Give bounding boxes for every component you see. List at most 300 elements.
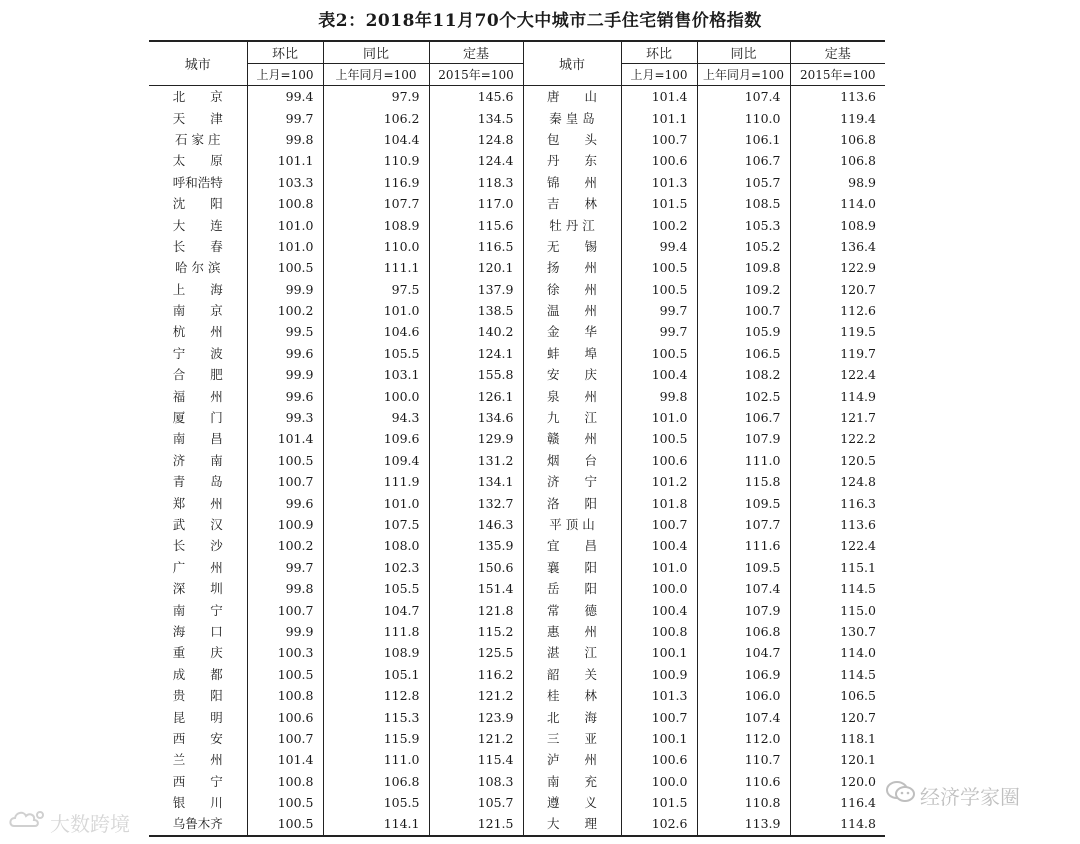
mom-cell: 101.4	[247, 428, 323, 449]
col-fixed-base-2: 2015年=100	[790, 64, 885, 86]
city-cell: 西 宁	[172, 773, 223, 789]
city-cell: 常 德	[523, 599, 621, 620]
table-title: 表2：2018年11月70个大中城市二手住宅销售价格指数	[318, 11, 762, 31]
fixed-cell: 115.1	[790, 557, 885, 578]
fixed-cell: 122.9	[790, 257, 885, 278]
fixed-cell: 114.9	[790, 385, 885, 406]
yoy-cell: 115.8	[697, 471, 790, 492]
yoy-cell: 105.5	[323, 343, 429, 364]
fixed-cell: 146.3	[429, 514, 523, 535]
fixed-cell: 124.8	[429, 129, 523, 150]
city-cell: 桂 林	[523, 685, 621, 706]
fixed-cell: 121.5	[429, 813, 523, 835]
city-cell: 徐 州	[523, 279, 621, 300]
fixed-cell: 118.1	[790, 728, 885, 749]
table-row	[149, 578, 885, 599]
yoy-cell: 106.9	[697, 664, 790, 685]
table-row	[149, 364, 885, 385]
watermark-left	[8, 808, 130, 837]
yoy-cell: 97.5	[323, 279, 429, 300]
fixed-cell: 124.1	[429, 343, 523, 364]
fixed-cell: 115.0	[790, 599, 885, 620]
yoy-cell: 102.3	[323, 557, 429, 578]
mom-cell: 101.0	[247, 236, 323, 257]
yoy-cell: 109.5	[697, 557, 790, 578]
mom-cell: 100.5	[621, 343, 697, 364]
city-cell: 韶 关	[523, 664, 621, 685]
city-cell: 深 圳	[172, 581, 223, 597]
city-cell: 北 京	[172, 89, 223, 105]
fixed-cell: 135.9	[429, 535, 523, 556]
mom-cell: 100.6	[621, 150, 697, 171]
city-cell: 三 亚	[523, 728, 621, 749]
yoy-cell: 112.8	[323, 685, 429, 706]
fixed-cell: 116.5	[429, 236, 523, 257]
yoy-cell: 111.0	[697, 450, 790, 471]
table-row	[149, 236, 885, 257]
fixed-cell: 120.1	[429, 257, 523, 278]
table-row	[149, 642, 885, 663]
yoy-cell: 106.8	[323, 771, 429, 792]
yoy-cell: 111.0	[323, 749, 429, 770]
table-row	[149, 706, 885, 727]
mom-cell: 100.9	[247, 514, 323, 535]
col-mom-header-2: 环比	[621, 41, 697, 64]
cloud-logo-icon	[8, 809, 46, 836]
fixed-cell: 121.2	[429, 685, 523, 706]
fixed-cell: 134.6	[429, 407, 523, 428]
table-row	[149, 150, 885, 171]
col-mom-base-2: 上月=100	[621, 64, 697, 86]
table-row	[149, 385, 885, 406]
city-cell: 烟 台	[523, 450, 621, 471]
fixed-cell: 130.7	[790, 621, 885, 642]
col-mom-header: 环比	[247, 41, 323, 64]
city-cell: 南 充	[523, 771, 621, 792]
mom-cell: 100.4	[621, 535, 697, 556]
yoy-cell: 114.1	[323, 813, 429, 835]
city-cell: 郑 州	[172, 495, 223, 511]
mom-cell: 100.1	[621, 642, 697, 663]
table-row	[149, 792, 885, 813]
mom-cell: 101.0	[621, 407, 697, 428]
city-cell: 唐 山	[523, 86, 621, 108]
mom-cell: 100.5	[621, 428, 697, 449]
table-row	[149, 407, 885, 428]
fixed-cell: 113.6	[790, 514, 885, 535]
city-cell: 济 宁	[523, 471, 621, 492]
yoy-cell: 107.9	[697, 428, 790, 449]
city-cell: 福 州	[172, 388, 223, 404]
city-cell: 杭 州	[172, 324, 223, 340]
table-row	[149, 193, 885, 214]
city-cell: 昆 明	[172, 709, 223, 725]
mom-cell: 101.8	[621, 492, 697, 513]
yoy-cell: 113.9	[697, 813, 790, 835]
city-cell: 合 肥	[172, 367, 223, 383]
yoy-cell: 107.5	[323, 514, 429, 535]
table-row	[149, 86, 885, 108]
yoy-cell: 101.0	[323, 300, 429, 321]
yoy-cell: 109.6	[323, 428, 429, 449]
mom-cell: 100.5	[247, 813, 323, 835]
city-cell: 九 江	[523, 407, 621, 428]
fixed-cell: 115.2	[429, 621, 523, 642]
mom-cell: 100.2	[247, 300, 323, 321]
yoy-cell: 104.6	[323, 321, 429, 342]
mom-cell: 100.8	[247, 771, 323, 792]
mom-cell: 100.7	[247, 599, 323, 620]
mom-cell: 100.4	[621, 599, 697, 620]
fixed-cell: 117.0	[429, 193, 523, 214]
city-cell: 惠 州	[523, 621, 621, 642]
fixed-cell: 125.5	[429, 642, 523, 663]
yoy-cell: 105.1	[323, 664, 429, 685]
city-cell: 赣 州	[523, 428, 621, 449]
fixed-cell: 121.2	[429, 728, 523, 749]
fixed-cell: 120.0	[790, 771, 885, 792]
mom-cell: 99.4	[621, 236, 697, 257]
city-cell: 太 原	[172, 153, 223, 169]
mom-cell: 99.6	[247, 492, 323, 513]
yoy-cell: 108.2	[697, 364, 790, 385]
fixed-cell: 115.4	[429, 749, 523, 770]
fixed-cell: 138.5	[429, 300, 523, 321]
city-cell: 青 岛	[172, 474, 223, 490]
city-cell: 哈 尔 滨	[175, 260, 221, 276]
table-row	[149, 621, 885, 642]
yoy-cell: 110.0	[323, 236, 429, 257]
col-fixed-base: 2015年=100	[429, 64, 523, 86]
yoy-cell: 104.4	[323, 129, 429, 150]
yoy-cell: 103.1	[323, 364, 429, 385]
city-cell: 金 华	[523, 321, 621, 342]
yoy-cell: 107.9	[697, 599, 790, 620]
city-cell: 厦 门	[172, 410, 223, 426]
fixed-cell: 116.4	[790, 792, 885, 813]
mom-cell: 99.8	[247, 129, 323, 150]
yoy-cell: 106.2	[323, 107, 429, 128]
mom-cell: 99.8	[621, 385, 697, 406]
mom-cell: 101.2	[621, 471, 697, 492]
table-row	[149, 214, 885, 235]
table-row	[149, 129, 885, 150]
mom-cell: 100.7	[621, 706, 697, 727]
yoy-cell: 97.9	[323, 86, 429, 108]
mom-cell: 100.5	[247, 792, 323, 813]
fixed-cell: 114.5	[790, 664, 885, 685]
mom-cell: 100.8	[621, 621, 697, 642]
table-row	[149, 664, 885, 685]
fixed-cell: 137.9	[429, 279, 523, 300]
fixed-cell: 98.9	[790, 172, 885, 193]
col-yoy-base-2: 上年同月=100	[697, 64, 790, 86]
yoy-cell: 94.3	[323, 407, 429, 428]
mom-cell: 100.3	[247, 642, 323, 663]
table-row	[149, 685, 885, 706]
fixed-cell: 126.1	[429, 385, 523, 406]
city-cell: 西 安	[172, 730, 223, 746]
fixed-cell: 121.8	[429, 599, 523, 620]
mom-cell: 101.4	[247, 749, 323, 770]
city-cell: 扬 州	[523, 257, 621, 278]
fixed-cell: 113.6	[790, 86, 885, 108]
fixed-cell: 114.0	[790, 642, 885, 663]
fixed-cell: 119.5	[790, 321, 885, 342]
city-cell: 北 海	[523, 706, 621, 727]
mom-cell: 103.3	[247, 172, 323, 193]
city-cell: 岳 阳	[523, 578, 621, 599]
yoy-cell: 115.3	[323, 706, 429, 727]
city-cell: 锦 州	[523, 172, 621, 193]
fixed-cell: 134.5	[429, 107, 523, 128]
fixed-cell: 108.9	[790, 214, 885, 235]
city-cell: 海 口	[172, 623, 223, 639]
yoy-cell: 106.5	[697, 343, 790, 364]
yoy-cell: 107.4	[697, 706, 790, 727]
table-row	[149, 557, 885, 578]
mom-cell: 101.3	[621, 685, 697, 706]
yoy-cell: 111.6	[697, 535, 790, 556]
mom-cell: 100.6	[621, 450, 697, 471]
header-row-2	[149, 64, 885, 86]
city-cell: 长 春	[172, 238, 223, 254]
wechat-logo-icon	[886, 780, 916, 809]
fixed-cell: 155.8	[429, 364, 523, 385]
mom-cell: 99.3	[247, 407, 323, 428]
mom-cell: 100.9	[621, 664, 697, 685]
city-cell: 上 海	[172, 281, 223, 297]
mom-cell: 99.6	[247, 385, 323, 406]
fixed-cell: 119.4	[790, 107, 885, 128]
city-cell: 丹 东	[523, 150, 621, 171]
yoy-cell: 105.9	[697, 321, 790, 342]
city-cell: 武 汉	[172, 517, 223, 532]
table-row	[149, 300, 885, 321]
city-cell: 石 家 庄	[175, 131, 221, 147]
yoy-cell: 109.2	[697, 279, 790, 300]
mom-cell: 100.8	[247, 193, 323, 214]
city-cell: 南 京	[172, 303, 223, 319]
yoy-cell: 106.0	[697, 685, 790, 706]
city-cell: 南 宁	[172, 602, 223, 618]
fixed-cell: 114.5	[790, 578, 885, 599]
table-row	[149, 257, 885, 278]
mom-cell: 101.0	[621, 557, 697, 578]
yoy-cell: 106.7	[697, 407, 790, 428]
mom-cell: 100.5	[621, 257, 697, 278]
yoy-cell: 108.5	[697, 193, 790, 214]
table-row	[149, 172, 885, 193]
yoy-cell: 105.7	[697, 172, 790, 193]
yoy-cell: 105.5	[323, 792, 429, 813]
fixed-cell: 118.3	[429, 172, 523, 193]
city-cell: 安 庆	[523, 364, 621, 385]
city-cell: 济 南	[172, 452, 223, 468]
col-fixed-header-2: 定基	[790, 41, 885, 64]
city-cell: 洛 阳	[523, 492, 621, 513]
city-cell: 湛 江	[523, 642, 621, 663]
table-body	[149, 86, 885, 836]
mom-cell: 100.7	[621, 129, 697, 150]
mom-cell: 100.4	[621, 364, 697, 385]
city-cell: 大 连	[172, 217, 223, 233]
mom-cell: 100.5	[247, 257, 323, 278]
mom-cell: 100.5	[247, 664, 323, 685]
table-row	[149, 535, 885, 556]
yoy-cell: 105.5	[323, 578, 429, 599]
city-cell: 贵 阳	[172, 688, 223, 704]
city-cell: 重 庆	[172, 645, 223, 661]
table-row	[149, 450, 885, 471]
yoy-cell: 110.7	[697, 749, 790, 770]
yoy-cell: 102.5	[697, 385, 790, 406]
table-row	[149, 343, 885, 364]
fixed-cell: 106.8	[790, 129, 885, 150]
fixed-cell: 114.8	[790, 813, 885, 835]
fixed-cell: 132.7	[429, 492, 523, 513]
city-cell: 天 津	[172, 110, 223, 126]
mom-cell: 100.5	[621, 279, 697, 300]
yoy-cell: 105.3	[697, 214, 790, 235]
fixed-cell: 129.9	[429, 428, 523, 449]
city-cell: 泉 州	[523, 385, 621, 406]
fixed-cell: 119.7	[790, 343, 885, 364]
header-row-1	[149, 41, 885, 64]
mom-cell: 99.8	[247, 578, 323, 599]
yoy-cell: 111.1	[323, 257, 429, 278]
yoy-cell: 112.0	[697, 728, 790, 749]
mom-cell: 100.0	[621, 771, 697, 792]
fixed-cell: 140.2	[429, 321, 523, 342]
mom-cell: 101.1	[621, 107, 697, 128]
mom-cell: 99.7	[621, 321, 697, 342]
fixed-cell: 120.5	[790, 450, 885, 471]
mom-cell: 100.2	[621, 214, 697, 235]
yoy-cell: 108.9	[323, 642, 429, 663]
fixed-cell: 115.6	[429, 214, 523, 235]
table-row	[149, 514, 885, 535]
city-cell: 泸 州	[523, 749, 621, 770]
table-row	[149, 728, 885, 749]
yoy-cell: 111.8	[323, 621, 429, 642]
yoy-cell: 109.5	[697, 492, 790, 513]
mom-cell: 100.7	[621, 514, 697, 535]
mom-cell: 99.6	[247, 343, 323, 364]
yoy-cell: 104.7	[697, 642, 790, 663]
yoy-cell: 105.2	[697, 236, 790, 257]
mom-cell: 99.7	[247, 557, 323, 578]
mom-cell: 100.0	[621, 578, 697, 599]
city-cell: 温 州	[523, 300, 621, 321]
mom-cell: 99.9	[247, 621, 323, 642]
city-cell: 兰 州	[172, 752, 223, 768]
mom-cell: 101.5	[621, 792, 697, 813]
table-row	[149, 813, 885, 835]
fixed-cell: 116.2	[429, 664, 523, 685]
table-row	[149, 279, 885, 300]
city-cell: 成 都	[172, 666, 223, 682]
fixed-cell: 120.7	[790, 279, 885, 300]
col-city-header: 城市	[149, 41, 247, 86]
watermark-right-text: 经济学家圈	[920, 785, 1020, 809]
fixed-cell: 106.5	[790, 685, 885, 706]
fixed-cell: 106.8	[790, 150, 885, 171]
mom-cell: 100.6	[247, 706, 323, 727]
city-cell: 蚌 埠	[523, 343, 621, 364]
fixed-cell: 116.3	[790, 492, 885, 513]
yoy-cell: 110.0	[697, 107, 790, 128]
fixed-cell: 112.6	[790, 300, 885, 321]
table-row	[149, 749, 885, 770]
city-cell: 吉 林	[523, 193, 621, 214]
col-mom-base: 上月=100	[247, 64, 323, 86]
mom-cell: 101.3	[621, 172, 697, 193]
fixed-cell: 122.4	[790, 535, 885, 556]
yoy-cell: 100.0	[323, 385, 429, 406]
yoy-cell: 109.4	[323, 450, 429, 471]
fixed-cell: 121.7	[790, 407, 885, 428]
city-cell: 乌鲁木齐	[149, 813, 247, 835]
yoy-cell: 111.9	[323, 471, 429, 492]
yoy-cell: 110.8	[697, 792, 790, 813]
mom-cell: 99.9	[247, 279, 323, 300]
fixed-cell: 124.4	[429, 150, 523, 171]
yoy-cell: 106.1	[697, 129, 790, 150]
city-cell: 遵 义	[523, 792, 621, 813]
city-cell: 襄 阳	[523, 557, 621, 578]
mom-cell: 100.7	[247, 471, 323, 492]
mom-cell: 101.4	[621, 86, 697, 108]
fixed-cell: 145.6	[429, 86, 523, 108]
fixed-cell: 105.7	[429, 792, 523, 813]
mom-cell: 102.6	[621, 813, 697, 835]
yoy-cell: 104.7	[323, 599, 429, 620]
mom-cell: 99.5	[247, 321, 323, 342]
table-row	[149, 428, 885, 449]
watermark-right	[886, 780, 1020, 810]
table-row	[149, 599, 885, 620]
fixed-cell: 123.9	[429, 706, 523, 727]
city-cell: 长 沙	[172, 538, 223, 554]
col-yoy-header-2: 同比	[697, 41, 790, 64]
fixed-cell: 151.4	[429, 578, 523, 599]
city-cell: 银 川	[172, 795, 223, 811]
col-yoy-header: 同比	[323, 41, 429, 64]
fixed-cell: 108.3	[429, 771, 523, 792]
mom-cell: 100.8	[247, 685, 323, 706]
fixed-cell: 122.4	[790, 364, 885, 385]
table-row	[149, 492, 885, 513]
table-row	[149, 107, 885, 128]
table-row	[149, 771, 885, 792]
yoy-cell: 107.7	[323, 193, 429, 214]
yoy-cell: 109.8	[697, 257, 790, 278]
mom-cell: 99.7	[621, 300, 697, 321]
mom-cell: 101.1	[247, 150, 323, 171]
city-cell: 呼和浩特	[172, 174, 223, 190]
city-cell: 包 头	[523, 129, 621, 150]
city-cell: 无 锡	[523, 236, 621, 257]
yoy-cell: 107.4	[697, 578, 790, 599]
fixed-cell: 134.1	[429, 471, 523, 492]
yoy-cell: 106.7	[697, 150, 790, 171]
city-cell: 宜 昌	[523, 535, 621, 556]
price-index-table	[149, 40, 885, 837]
yoy-cell: 107.4	[697, 86, 790, 108]
city-cell: 牡 丹 江	[523, 214, 621, 235]
yoy-cell: 108.9	[323, 214, 429, 235]
